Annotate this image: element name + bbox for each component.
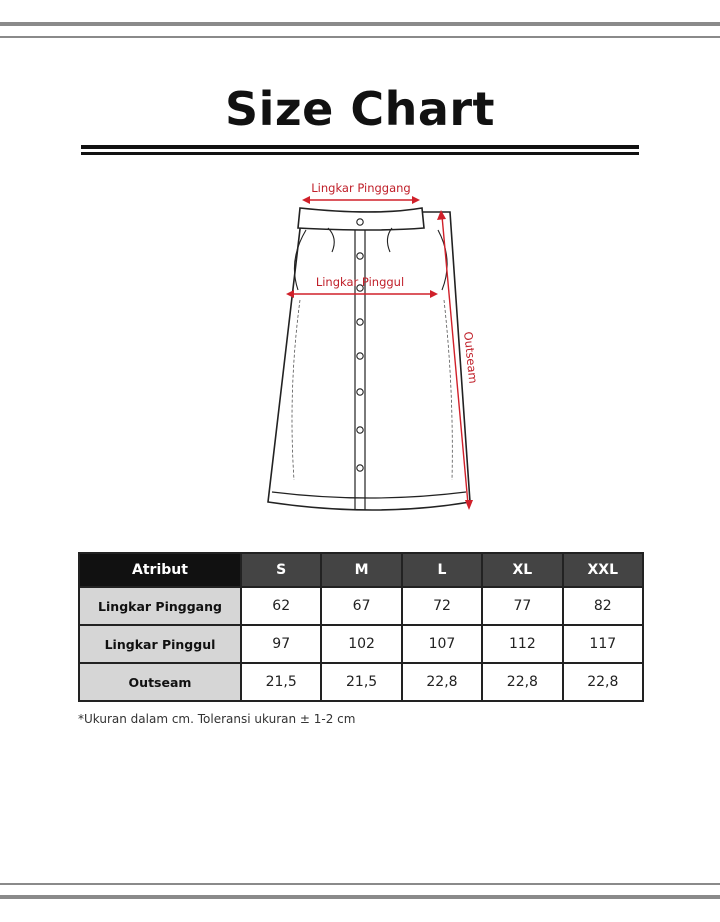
top-border-thick <box>0 22 720 26</box>
button <box>357 253 363 259</box>
row-label: Lingkar Pinggang <box>79 587 241 625</box>
bottom-border-thin <box>0 883 720 885</box>
button <box>357 219 363 225</box>
table-cell: 62 <box>241 587 321 625</box>
skirt-diagram <box>160 180 520 540</box>
button <box>357 389 363 395</box>
outseam-label: Outseam <box>461 330 481 385</box>
button <box>357 465 363 471</box>
title-underline-thick <box>81 145 639 149</box>
header-size-m: M <box>321 553 401 587</box>
button <box>357 319 363 325</box>
header-size-xxl: XXL <box>563 553 643 587</box>
waist-measure <box>302 196 420 204</box>
table-row <box>79 625 643 663</box>
page-title: Size Chart <box>224 82 496 136</box>
table-cell: 107 <box>402 625 482 663</box>
header-size-l: L <box>402 553 482 587</box>
table-cell: 97 <box>241 625 321 663</box>
table-cell: 22,8 <box>563 663 643 701</box>
table-row <box>79 587 643 625</box>
header-size-xl: XL <box>482 553 562 587</box>
table-cell: 22,8 <box>402 663 482 701</box>
table-cell: 77 <box>482 587 562 625</box>
table-cell: 21,5 <box>241 663 321 701</box>
header-attribute: Atribut <box>79 553 241 587</box>
header-size-s: S <box>241 553 321 587</box>
title-underline-thin <box>81 152 639 155</box>
button <box>357 353 363 359</box>
row-label: Lingkar Pinggul <box>79 625 241 663</box>
table-cell: 72 <box>402 587 482 625</box>
table-cell: 21,5 <box>321 663 401 701</box>
hip-label: Lingkar Pinggul <box>315 275 405 289</box>
size-note: *Ukuran dalam cm. Toleransi ukuran ± 1-2 cm <box>78 712 356 726</box>
table-cell: 102 <box>321 625 401 663</box>
table-cell: 117 <box>563 625 643 663</box>
table-row <box>79 663 643 701</box>
button <box>357 427 363 433</box>
table-cell: 112 <box>482 625 562 663</box>
waist-label: Lingkar Pinggang <box>311 181 411 195</box>
table-header-row <box>79 553 643 587</box>
table-cell: 82 <box>563 587 643 625</box>
bottom-border-thick <box>0 895 720 899</box>
row-label: Outseam <box>79 663 241 701</box>
table-cell: 22,8 <box>482 663 562 701</box>
table-cell: 67 <box>321 587 401 625</box>
size-table <box>78 552 644 702</box>
top-border-thin <box>0 36 720 38</box>
skirt-outline <box>268 212 470 510</box>
